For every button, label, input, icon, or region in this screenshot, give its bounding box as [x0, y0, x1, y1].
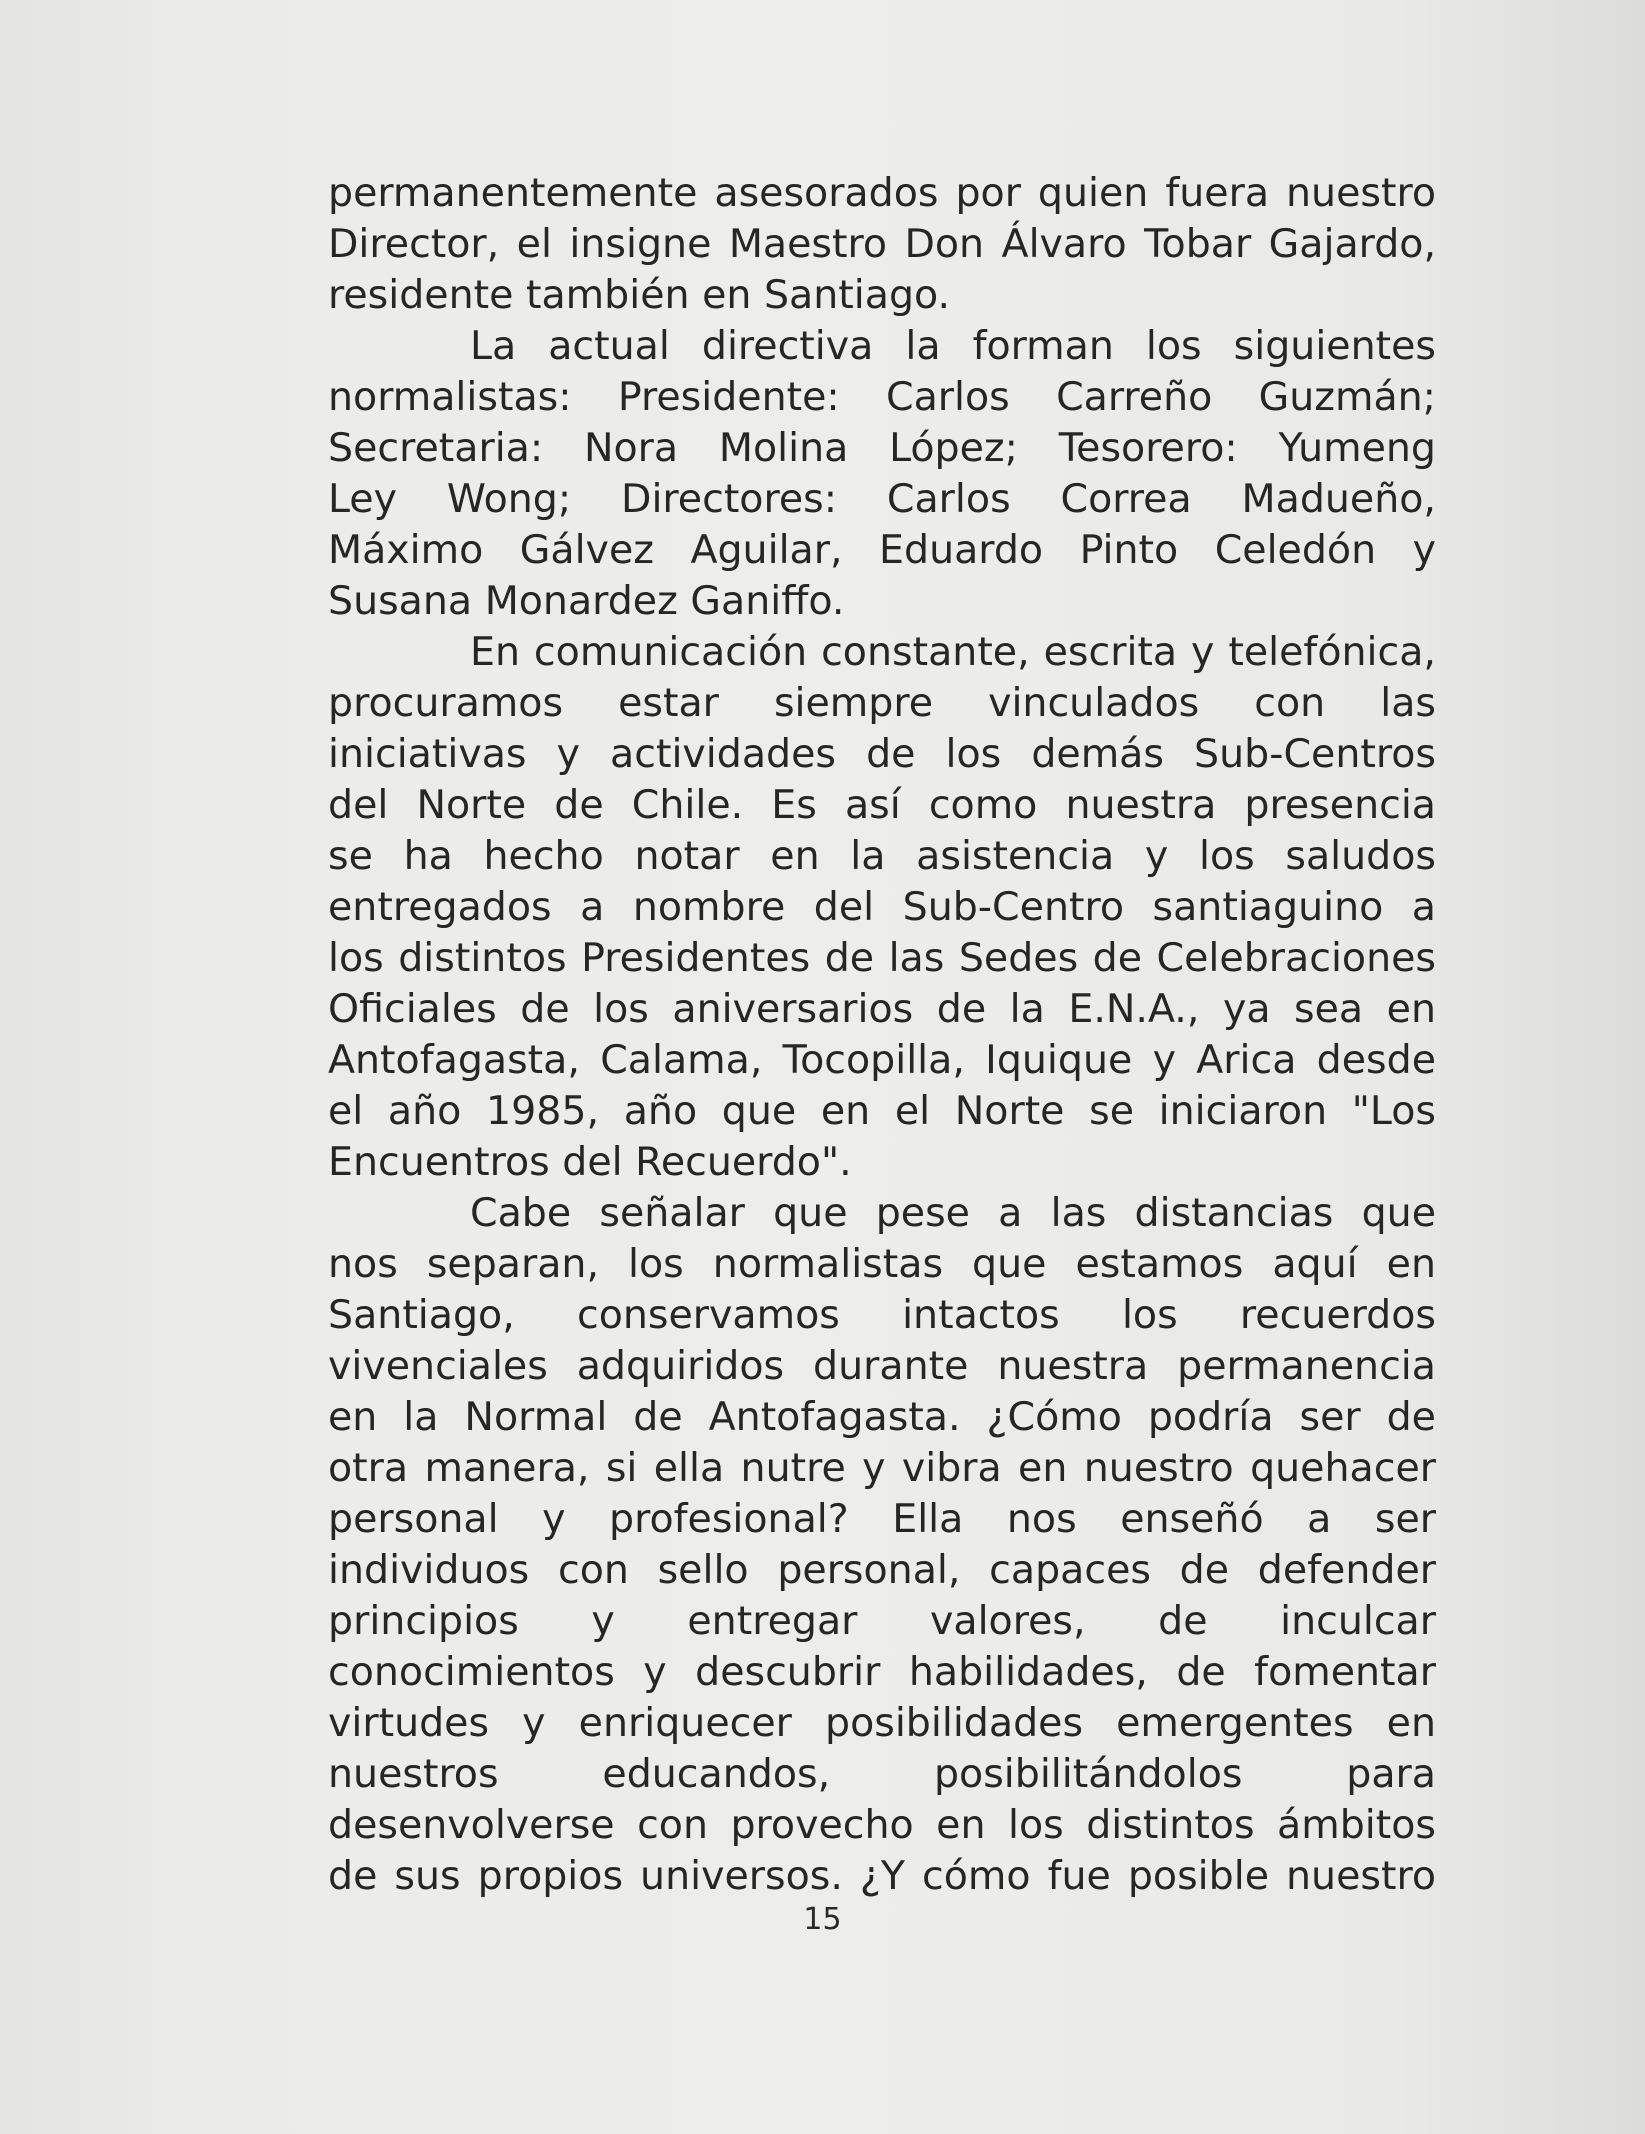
text-line: Director, el insigne Maestro Don Álvaro Tobar Gajardo,: [328, 221, 1436, 267]
text-line: Ley Wong; Directores: Carlos Correa Madueño,: [328, 476, 1436, 522]
text-line: Oficiales de los aniversarios de la E.N.A., ya sea en: [328, 986, 1436, 1032]
text-line: los distintos Presidentes de las Sedes de Celebraciones: [328, 935, 1436, 981]
paragraph-end-line: residente también en Santiago.: [328, 272, 951, 318]
text-line: personal y profesional? Ella nos enseñó a ser: [328, 1496, 1436, 1542]
body-text: [328, 168, 1436, 1902]
text-line: nos separan, los normalistas que estamos aquí en: [328, 1241, 1436, 1287]
text-line: se ha hecho notar en la asistencia y los saludos: [328, 833, 1436, 879]
paragraph-start-line: En comunicación constante, escrita y telefónica,: [470, 629, 1436, 675]
text-line: otra manera, si ella nutre y vibra en nuestro quehacer: [328, 1445, 1436, 1491]
text-line: permanentemente asesorados por quien fuera nuestro: [328, 170, 1436, 216]
paragraph-end-line: Susana Monardez Ganiffo.: [328, 578, 845, 624]
paragraph-start-line: Cabe señalar que pese a las distancias que: [470, 1190, 1436, 1236]
text-line: Máximo Gálvez Aguilar, Eduardo Pinto Celedón y: [328, 527, 1436, 573]
text-line: principios y entregar valores, de inculcar: [328, 1598, 1436, 1644]
text-line: procuramos estar siempre vinculados con las: [328, 680, 1436, 726]
text-line: en la Normal de Antofagasta. ¿Cómo podría ser de: [328, 1394, 1436, 1440]
text-line: entregados a nombre del Sub-Centro santiaguino a: [328, 884, 1436, 930]
text-line: conocimientos y descubrir habilidades, de fomentar: [328, 1649, 1436, 1695]
text-line: el año 1985, año que en el Norte se iniciaron "Los: [328, 1088, 1436, 1134]
page-number: 15: [803, 1902, 842, 1937]
text-line: desenvolverse con provecho en los distintos ámbitos: [328, 1802, 1436, 1848]
paragraph-start-line: La actual directiva la forman los siguientes: [470, 323, 1436, 369]
text-line: Antofagasta, Calama, Tocopilla, Iquique y Arica desde: [328, 1037, 1436, 1083]
text-line: Santiago, conservamos intactos los recuerdos: [328, 1292, 1436, 1338]
text-line: virtudes y enriquecer posibilidades emergentes en: [328, 1700, 1436, 1746]
text-line: vivenciales adquiridos durante nuestra permanencia: [328, 1343, 1436, 1389]
text-line: Secretaria: Nora Molina López; Tesorero: Yumeng: [328, 425, 1436, 471]
text-line: iniciativas y actividades de los demás Sub-Centros: [328, 731, 1436, 777]
text-line: del Norte de Chile. Es así como nuestra presencia: [328, 782, 1436, 828]
text-line: normalistas: Presidente: Carlos Carreño Guzmán;: [328, 374, 1436, 420]
paragraph-end-line: Encuentros del Recuerdo".: [328, 1139, 852, 1185]
text-line: individuos con sello personal, capaces de defender: [328, 1547, 1436, 1593]
text-line: de sus propios universos. ¿Y cómo fue posible nuestro: [328, 1853, 1436, 1899]
text-line: nuestros educandos, posibilitándolos para: [328, 1751, 1436, 1797]
